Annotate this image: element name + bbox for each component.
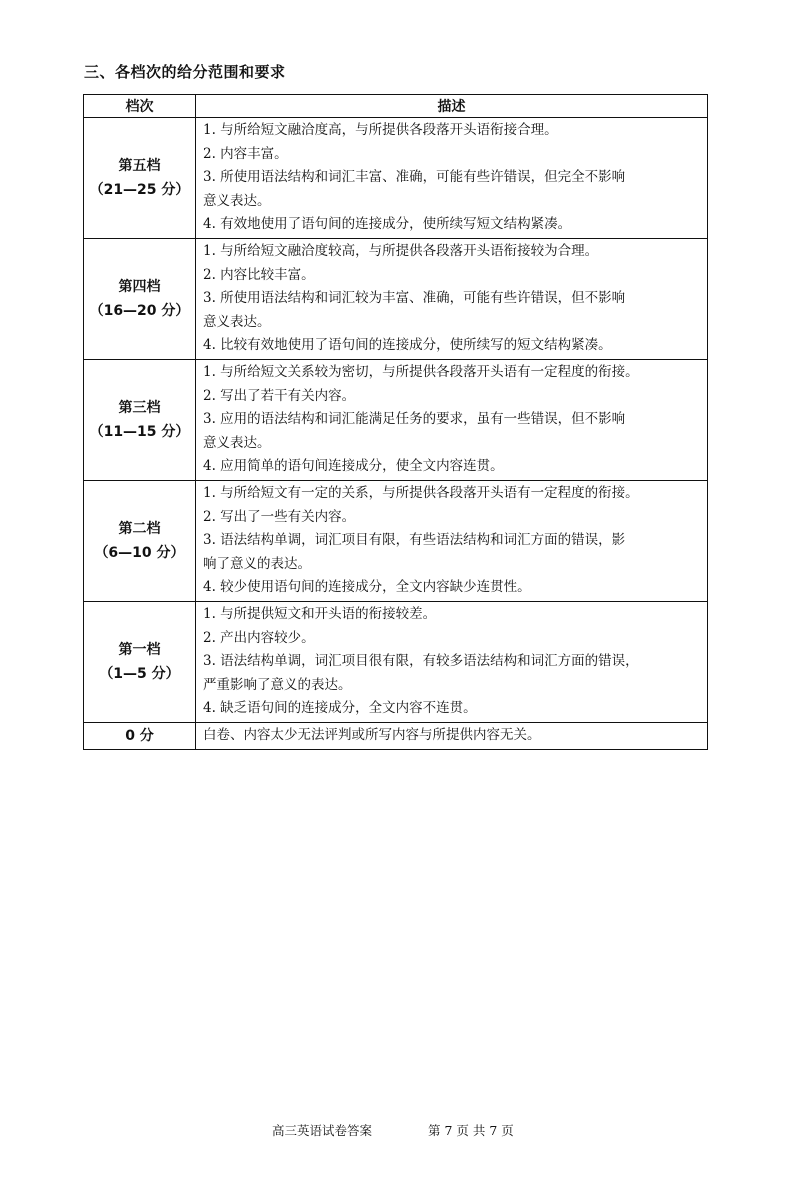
grade-label: 第五档 <box>118 158 161 174</box>
description-line: 2. 写出了若干有关内容。 <box>203 387 356 404</box>
grade-score-range: （1—5 分） <box>99 666 180 682</box>
description-line: 1. 与所给短文融洽度较高，与所提供各段落开头语衔接较为合理。 <box>203 243 599 259</box>
table-row <box>84 723 708 750</box>
description-cell <box>196 723 708 750</box>
grade-label: 第二档 <box>118 521 161 537</box>
description-cell <box>196 118 708 239</box>
description-line: 严重影响了意义的表达。 <box>203 676 352 693</box>
description-line: 意义表达。 <box>203 192 271 209</box>
footer-exam-title: 高三英语试卷答案 <box>272 1123 373 1138</box>
description-line: 意义表达。 <box>203 313 271 330</box>
table-row <box>84 118 708 239</box>
table-row <box>84 239 708 360</box>
description-line: 意义表达。 <box>203 434 271 451</box>
grade-score-range: （21—25 分） <box>89 182 190 198</box>
grade-label: 第四档 <box>118 279 161 295</box>
table-row <box>84 360 708 481</box>
grade-score-range: （16—20 分） <box>89 303 190 319</box>
description-line: 1. 与所给短文有一定的关系，与所提供各段落开头语有一定程度的衔接。 <box>203 485 639 501</box>
description-line: 2. 写出了一些有关内容。 <box>203 508 356 525</box>
grade-cell <box>84 118 196 239</box>
footer-page-number: 第 7 页 共 7 页 <box>428 1123 514 1138</box>
description-line: 2. 内容比较丰富。 <box>203 266 315 283</box>
description-line: 4. 应用简单的语句间连接成分，使全文内容连贯。 <box>203 458 504 475</box>
scoring-rubric-table <box>83 94 708 750</box>
grade-score-range: （11—15 分） <box>89 424 190 440</box>
grade-score-range: （6—10 分） <box>94 545 185 561</box>
description-line: 3. 所使用语法结构和词汇丰富、准确，可能有些许错误，但完全不影响 <box>203 169 626 186</box>
description-line: 3. 语法结构单调，词汇项目很有限，有较多语法结构和词汇方面的错误， <box>203 653 639 670</box>
section-title: 三、各档次的给分范围和要求 <box>84 63 286 81</box>
grade-cell <box>84 360 196 481</box>
description-line: 3. 应用的语法结构和词汇能满足任务的要求，虽有一些错误，但不影响 <box>203 411 626 428</box>
grade-label: 第一档 <box>118 642 161 658</box>
description-line: 2. 内容丰富。 <box>203 145 288 162</box>
table-row <box>84 481 708 602</box>
grade-cell <box>84 239 196 360</box>
description-cell <box>196 360 708 481</box>
description-line: 3. 语法结构单调，词汇项目有限，有些语法结构和词汇方面的错误，影 <box>203 532 626 549</box>
grade-label: 第三档 <box>118 400 161 416</box>
description-line: 2. 产出内容较少。 <box>203 629 315 646</box>
header-grade: 档次 <box>84 95 196 118</box>
grade-cell <box>84 602 196 723</box>
table-header-row <box>84 95 708 118</box>
description-cell <box>196 239 708 360</box>
description-line: 1. 与所给短文融洽度高，与所提供各段落开头语衔接合理。 <box>203 122 558 138</box>
description-line: 1. 与所提供短文和开头语的衔接较差。 <box>203 606 437 622</box>
description-line: 1. 与所给短文关系较为密切，与所提供各段落开头语有一定程度的衔接。 <box>203 364 639 380</box>
description-line: 3. 所使用语法结构和词汇较为丰富、准确，可能有些许错误，但不影响 <box>203 290 626 307</box>
description-line: 4. 较少使用语句间的连接成分，全文内容缺少连贯性。 <box>203 579 531 596</box>
rubric-body <box>84 118 708 750</box>
description-cell <box>196 602 708 723</box>
description-line: 4. 比较有效地使用了语句间的连接成分，使所续写的短文结构紧凑。 <box>203 337 612 354</box>
header-description: 描述 <box>196 95 708 118</box>
grade-cell <box>84 723 196 750</box>
grade-label: 0 分 <box>125 728 154 744</box>
description-line: 4. 缺乏语句间的连接成分，全文内容不连贯。 <box>203 700 477 717</box>
description-cell <box>196 481 708 602</box>
grade-cell <box>84 481 196 602</box>
description-line: 4. 有效地使用了语句间的连接成分，使所续写短文结构紧凑。 <box>203 216 572 233</box>
description-line: 白卷、内容太少无法评判或所写内容与所提供内容无关。 <box>203 727 541 743</box>
description-line: 响了意义的表达。 <box>203 555 311 572</box>
table-row <box>84 602 708 723</box>
